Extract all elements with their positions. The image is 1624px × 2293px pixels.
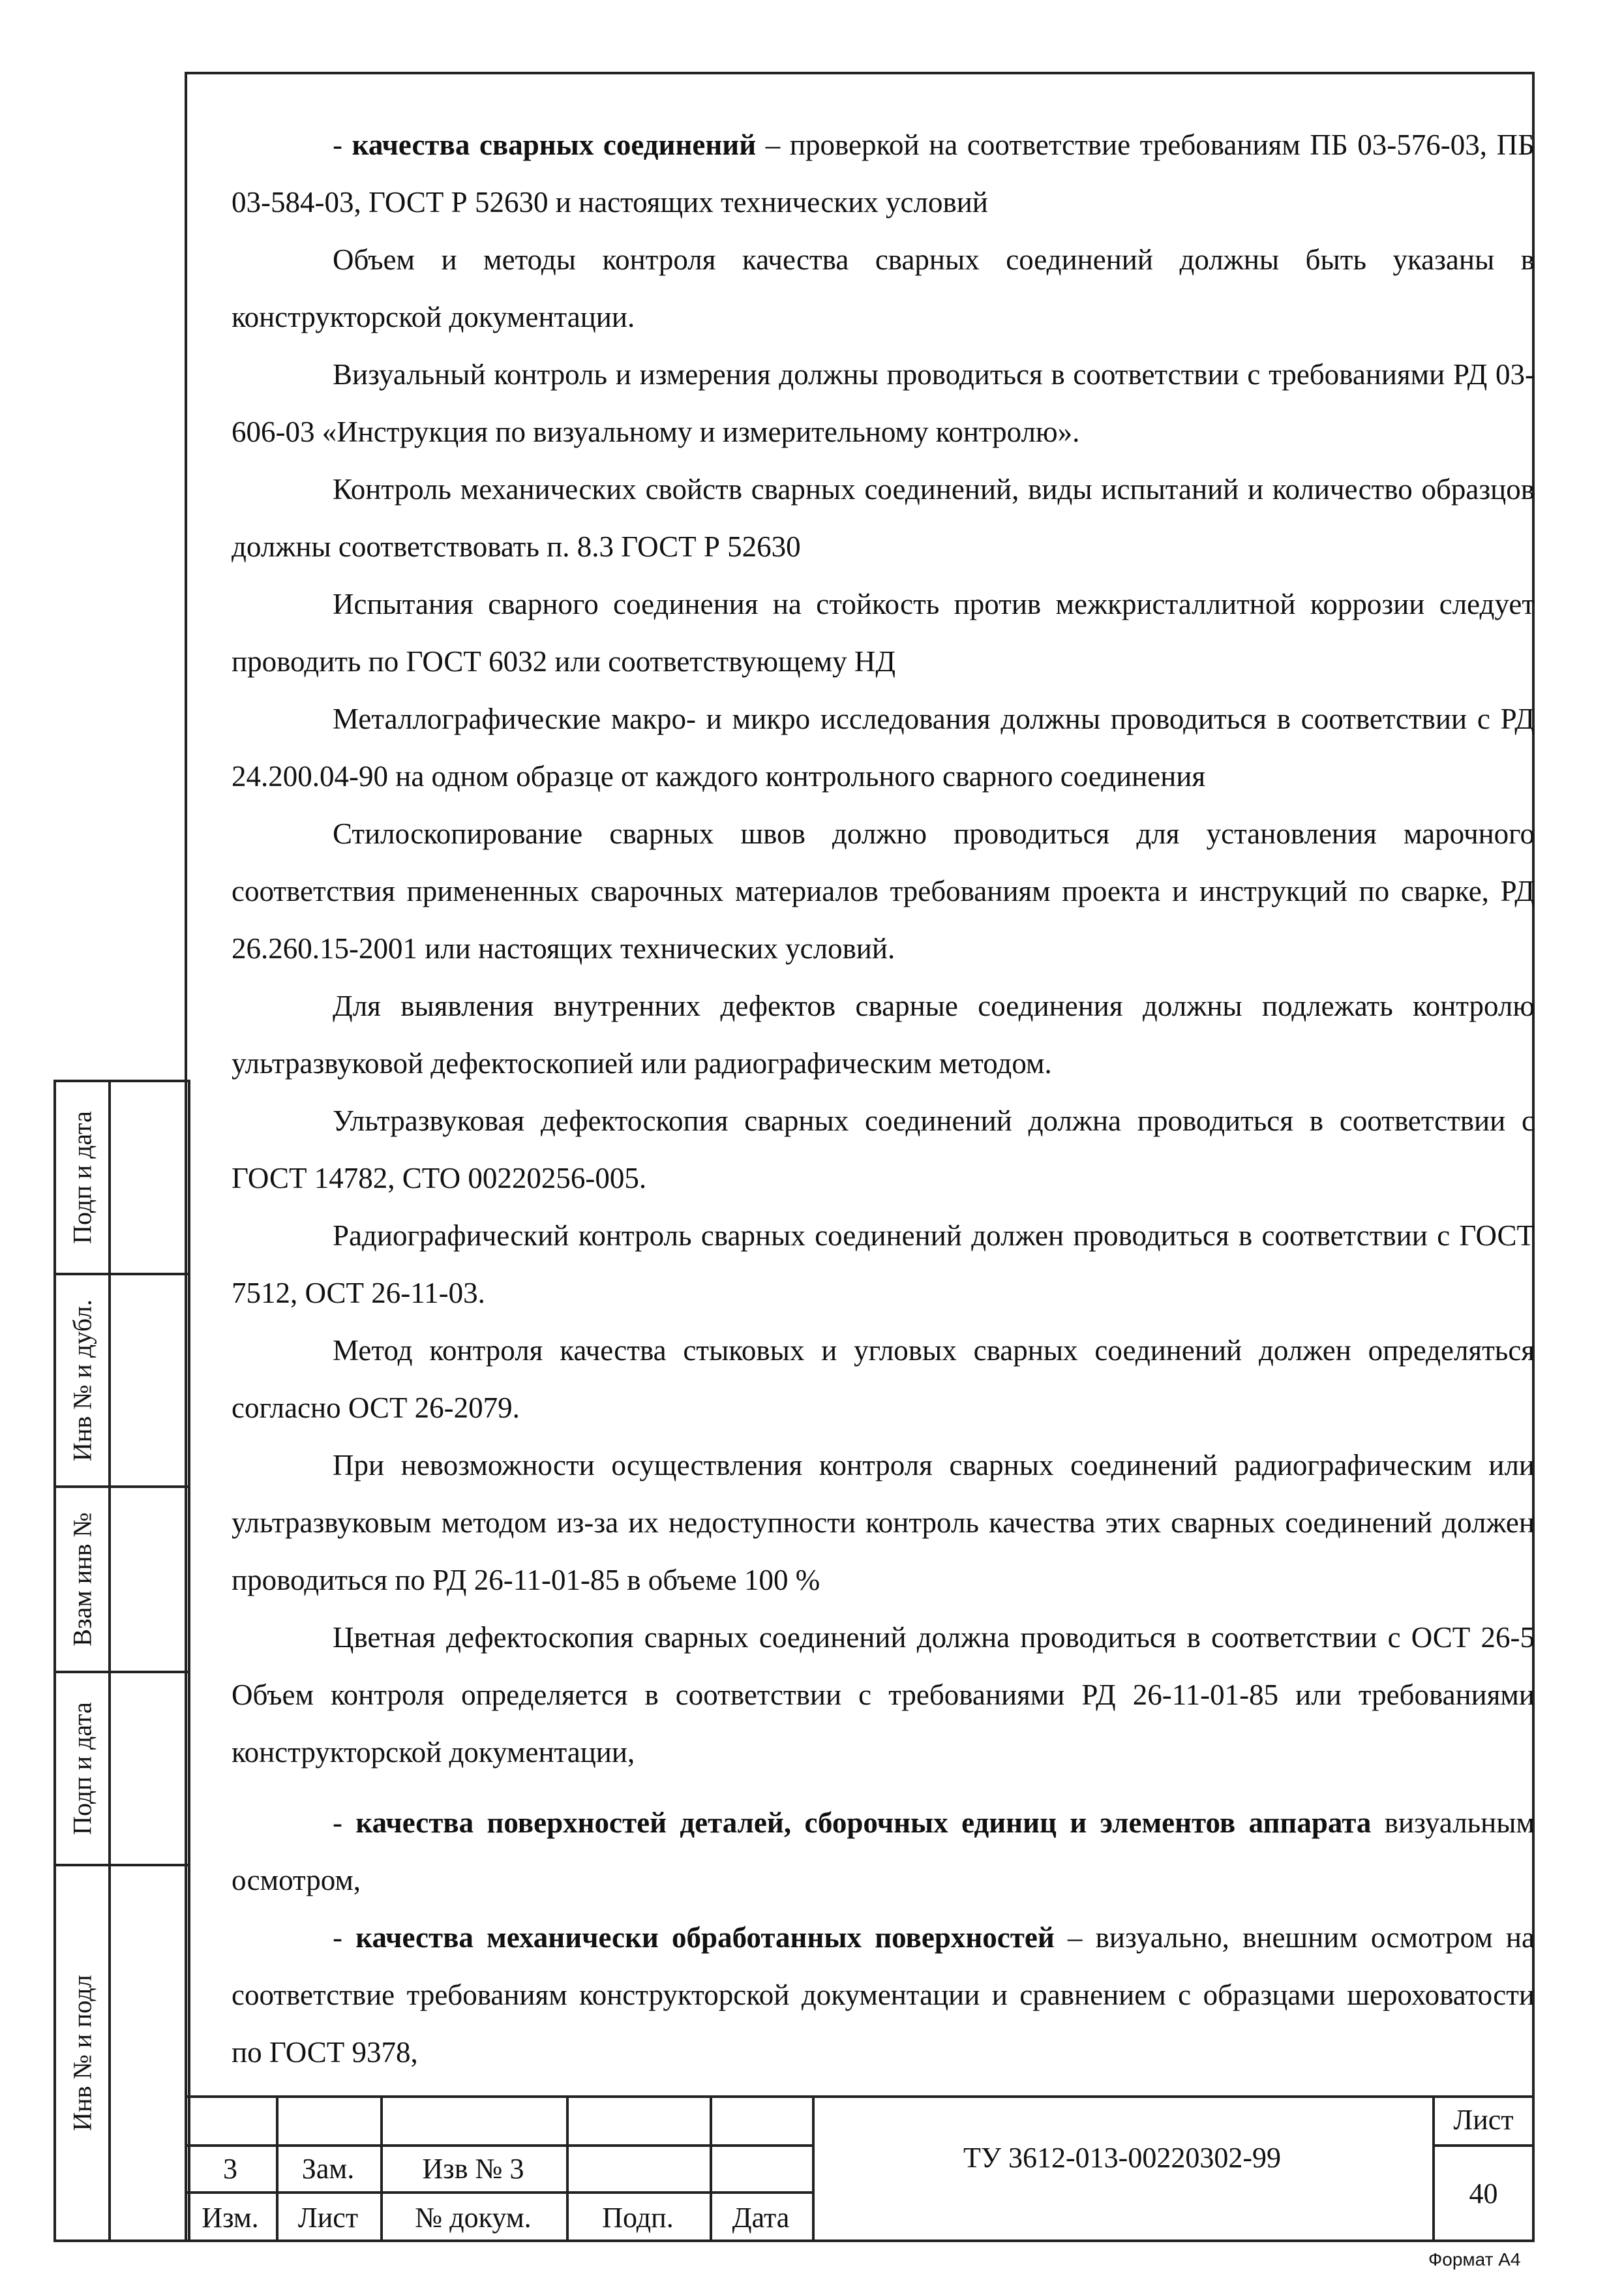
- side-label: Взам инв №: [67, 1512, 97, 1647]
- paragraph: Стилоскопирование сварных швов должно проводиться для установления марочного соответствия примененных сварочных материалов требованиям проекта и инструкций по сварке, РД 26.260.15-2001 или настоящих технических условий.: [232, 817, 1535, 965]
- change-number: 3: [223, 2153, 237, 2185]
- paragraph: [232, 1909, 1535, 2081]
- paragraph: Метод контроля качества стыковых и угловых сварных соединений должен определяться согласно ОСТ 26-2079.: [232, 1334, 1535, 1424]
- paragraph: Ультразвуковая дефектоскопия сварных соединений должна проводиться в соответствии с ГОСТ 14782, СТО 00220256-005.: [232, 1104, 1535, 1194]
- list-dash: -: [333, 129, 352, 161]
- side-label: Подп и дата: [67, 1702, 97, 1835]
- paragraph-heading: качества механически обработанных поверхностей: [355, 1921, 1055, 1954]
- paragraph: Визуальный контроль и измерения должны проводиться в соответствии с требованиями РД 03-606-03 «Инструкция по визуальному и измерительному контролю».: [232, 358, 1535, 448]
- paragraph: Металлографические макро- и микро исследования должны проводиться в соответствии с РД 24.200.04-90 на одном образце от каждого контрольного сварного соединения: [232, 703, 1535, 793]
- paragraph-heading: качества сварных соединений: [352, 129, 757, 161]
- change-document: Изв № 3: [422, 2153, 524, 2185]
- header-izm: Изм.: [202, 2202, 259, 2234]
- document-code: ТУ 3612-013-00220302-99: [963, 2141, 1281, 2174]
- document-body: [232, 116, 1535, 2081]
- paragraph: При невозможности осуществления контроля сварных соединений радиографическим или ультразвуковым методом из-за их недоступности контроль качества этих сварных соединений должен проводиться по РД 26-11-01-85 в объеме 100 %: [232, 1449, 1535, 1596]
- paragraph-text: – визуально, внешним осмотром на соответствие требованиям конструкторской документации и сравнением с образцами шероховатости по ГОСТ 9378,: [232, 1921, 1535, 2069]
- side-stamp-sign-date-2: [53, 1671, 190, 1866]
- side-label: Инв № и дубл.: [67, 1299, 97, 1461]
- paragraph: Для выявления внутренних дефектов сварные соединения должны подлежать контролю ультразвуковой дефектоскопией или радиографическим методом.: [232, 990, 1535, 1080]
- side-label: Инв № и подл: [67, 1975, 97, 2131]
- paragraph: Испытания сварного соединения на стойкость против межкристаллитной коррозии следует проводить по ГОСТ 6032 или соответствующему НД: [232, 588, 1535, 678]
- header-list: Лист: [297, 2202, 359, 2234]
- header-date: Дата: [732, 2202, 790, 2234]
- paragraph: Радиографический контроль сварных соединений должен проводиться в соответствии с ГОСТ 7512, ОСТ 26-11-03.: [232, 1219, 1535, 1309]
- paragraph-heading: качества поверхностей деталей, сборочных единиц и элементов аппарата: [355, 1806, 1372, 1839]
- paragraph: Цветная дефектоскопия сварных соединений должна проводиться в соответствии с ОСТ 26-5 Объем контроля определяется в соответствии с требованиями РД 26-11-01-85 или требованиями конструкторской документации,: [232, 1621, 1535, 1769]
- side-stamp-replace-inv: [53, 1485, 190, 1673]
- sheet-label: Лист: [1453, 2104, 1514, 2136]
- side-stamp-inv-dup: [53, 1273, 190, 1488]
- paragraph-text: визуальным осмотром,: [232, 1806, 1535, 1896]
- header-signature: Подп.: [602, 2202, 674, 2234]
- paragraph: [232, 1794, 1535, 1909]
- paragraph: Объем и методы контроля качества сварных соединений должны быть указаны в конструкторской документации.: [232, 243, 1535, 333]
- list-dash: -: [333, 1806, 356, 1839]
- list-dash: -: [333, 1921, 356, 1954]
- side-stamp-sign-date-1: [53, 1080, 190, 1275]
- side-stamp-inv-original: [53, 1864, 190, 2242]
- format-label: Формат А4: [1428, 2249, 1521, 2270]
- title-block: [185, 2095, 1535, 2242]
- sheet-number: 40: [1469, 2177, 1498, 2209]
- side-label: Подп и дата: [67, 1111, 97, 1244]
- paragraph: Контроль механических свойств сварных соединений, виды испытаний и количество образцов должны соответствовать п. 8.3 ГОСТ Р 52630: [232, 473, 1535, 563]
- change-kind: Зам.: [301, 2153, 355, 2185]
- header-doc-number: № докум.: [415, 2202, 532, 2234]
- paragraph: [232, 116, 1535, 231]
- paragraph-text: – проверкой на соответствие требованиям ПБ 03-576-03, ПБ 03-584-03, ГОСТ Р 52630 и настоящих технических условий: [232, 129, 1535, 219]
